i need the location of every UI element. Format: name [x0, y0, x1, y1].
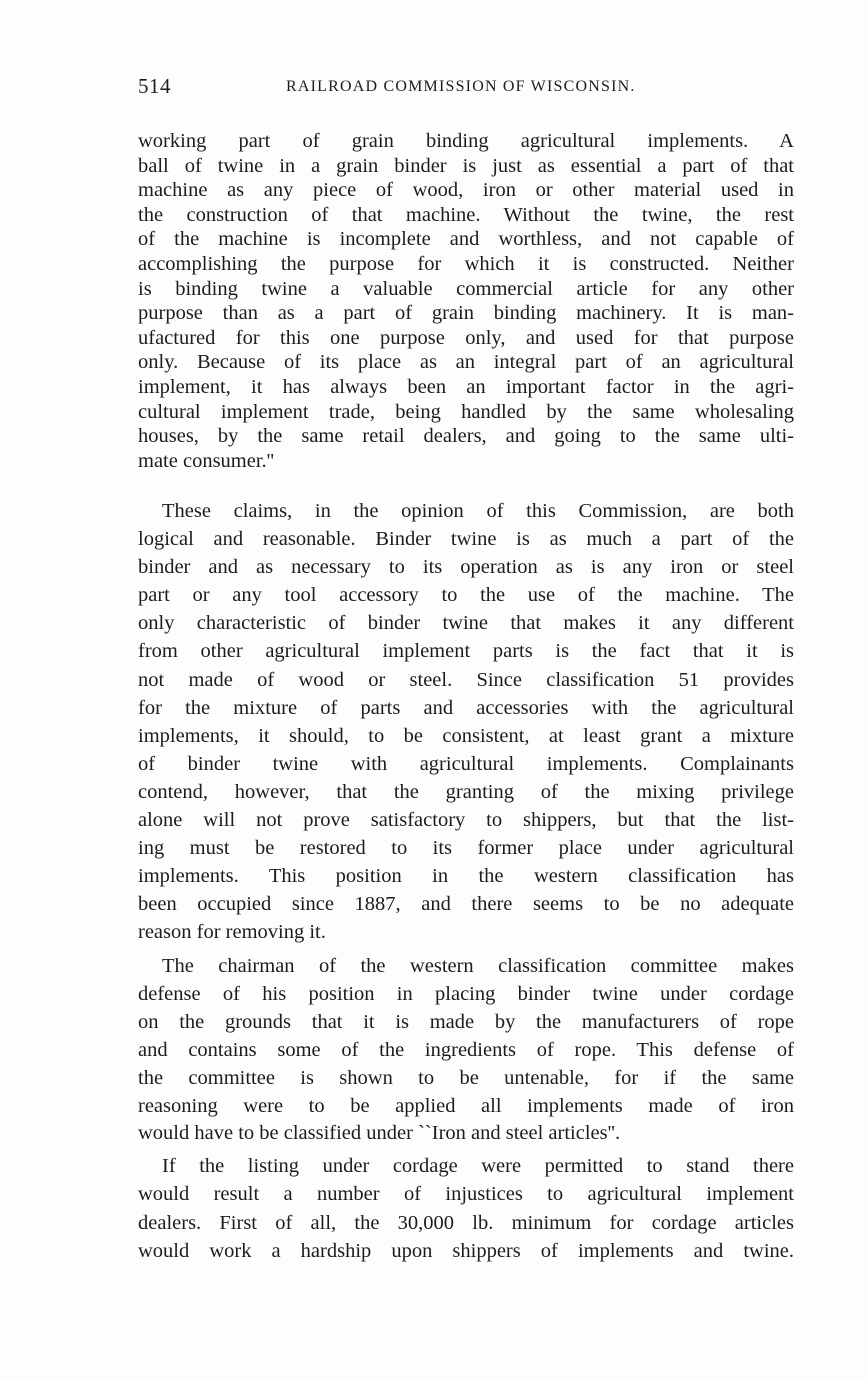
paragraph-4 [138, 1152, 794, 1266]
text-line: and contains some of the ingredients of rope. This defense of [138, 1038, 794, 1061]
text-line: would work a hardship upon shippers of implements and twine. [138, 1240, 794, 1263]
text-line: been occupied since 1887, and there seems to be no adequate [138, 893, 794, 916]
running-head [138, 74, 794, 104]
text-line: for the mixture of parts and accessories with the agricultural [138, 696, 794, 719]
text-line: of the machine is incomplete and worthless, and not capable of [138, 228, 794, 251]
text-line: only. Because of its place as an integral part of an agricultural [138, 351, 794, 374]
text-line: purpose than as a part of grain binding machinery. It is man- [138, 302, 794, 325]
text-line: accomplishing the purpose for which it is constructed. Neither [138, 252, 794, 275]
text-line: logical and reasonable. Binder twine is as much a part of the [138, 528, 794, 551]
text-line: the committee is shown to be untenable, for if the same [138, 1066, 794, 1089]
text-line: contend, however, that the granting of the mixing privilege [138, 780, 794, 803]
text-line: The chairman of the western classification committee makes [162, 955, 794, 977]
text-line: part or any tool accessory to the use of the machine. The [138, 584, 794, 607]
text-line: ball of twine in a grain binder is just as essential a part of that [138, 154, 794, 177]
text-line: implements. This position in the western classification has [138, 865, 794, 888]
text-line: These claims, in the opinion of this Commission, are both [162, 500, 794, 522]
text-line: ufactured for this one purpose only, and used for that purpose [138, 326, 794, 349]
text-line: of binder twine with agricultural implements. Complainants [138, 752, 794, 775]
page-number: 514 [138, 74, 171, 98]
text-line: binder and as necessary to its operation as is any iron or steel [138, 556, 794, 579]
paragraph-3 [138, 953, 794, 1148]
text-line: reasoning were to be applied all implements made of iron [138, 1094, 794, 1117]
paragraph-2 [138, 497, 794, 947]
text-line: machine as any piece of wood, iron or other material used in [138, 179, 794, 202]
text-line: implement, it has always been an important factor in the agri- [138, 375, 794, 398]
header-title: RAILROAD COMMISSION OF WISCONSIN. [286, 78, 636, 95]
text-line: dealers. First of all, the 30,000 lb. minimum for cordage articles [138, 1211, 794, 1234]
text-line: would result a number of injustices to agricultural implement [138, 1183, 794, 1206]
text-line: working part of grain binding agricultural implements. A [138, 130, 794, 152]
text-line: cultural implement trade, being handled by the same wholesaling [138, 400, 794, 423]
text-line: on the grounds that it is made by the manufacturers of rope [138, 1010, 794, 1033]
text-line: implements, it should, to be consistent, at least grant a mixture [138, 724, 794, 747]
text-line: If the listing under cordage were permitted to stand there [162, 1155, 794, 1177]
text-line: only characteristic of binder twine that makes it any different [138, 612, 794, 635]
text-line: from other agricultural implement parts is the fact that it is [138, 640, 794, 663]
text-line: is binding twine a valuable commercial article for any other [138, 277, 794, 300]
text-line: alone will not prove satisfactory to shippers, but that the list- [138, 809, 794, 832]
text-line: ing must be restored to its former place under agricultural [138, 837, 794, 860]
text-line: reason for removing it. [138, 921, 326, 944]
text-line: the construction of that machine. Without the twine, the rest [138, 203, 794, 226]
paragraph-1 [138, 129, 794, 473]
text-line: defense of his position in placing binder twine under cordage [138, 982, 794, 1005]
text-line: not made of wood or steel. Since classification 51 provides [138, 668, 794, 691]
text-line: would have to be classified under ``Iron and steel articles''. [138, 1122, 621, 1145]
text-line: mate consumer.'' [138, 449, 275, 472]
text-line: houses, by the same retail dealers, and going to the same ulti- [138, 425, 794, 448]
